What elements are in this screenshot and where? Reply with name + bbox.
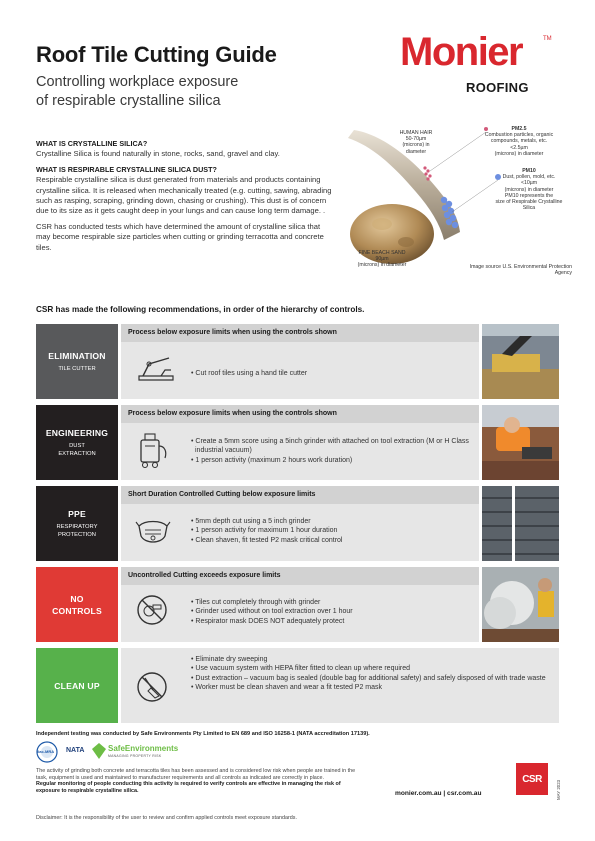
- page-subtitle: [36, 73, 296, 111]
- label-clean-up: CLEAN UP: [36, 648, 118, 723]
- label-engineering: ENGINEERING DUST EXTRACTION: [36, 405, 118, 480]
- logo-trademark: TM: [543, 36, 552, 42]
- respirator-mask-icon: [135, 514, 171, 553]
- label-ppe: PPE RESPIRATORY PROTECTION: [36, 486, 118, 561]
- hair-label: HUMAN HAIR 50-70µm (microns) in diameter: [399, 130, 433, 155]
- bullet: • 5mm depth cut using a 5 inch grinder: [191, 517, 342, 526]
- bullet: • Eliminate dry sweeping: [191, 655, 551, 664]
- bullet: • Use vacuum system with HEPA filter fitted to clean up where required: [191, 664, 551, 673]
- sand-label: FINE BEACH SAND 90µm (microns) in diameter: [357, 250, 407, 269]
- monier-logo: Monier: [400, 30, 523, 74]
- no-controls-bullets: [191, 598, 353, 626]
- control-row-clean-up: [36, 648, 559, 723]
- pm10-label: PM10 Dust, pollen, mold, etc. <10µm (microns) in diameter PM10 represents the size of Respirable Crystalline Silica: [495, 168, 563, 212]
- fine-print-1: The activity of grinding both concrete and terracotta tiles has been assessed and is considered low risk when people are trained in the task, equipment is used and maintained to manufacturer requirements and all controls as indicated are correctly in place.: [36, 768, 356, 781]
- no-sweeping-icon: [135, 670, 169, 709]
- engineering-bullets: [191, 437, 471, 465]
- csr-tests-paragraph: CSR has conducted tests which have determined the amount of crystalline silica that may become respirable size particles when cutting or grinding terracotta and concrete tiles.: [36, 221, 324, 252]
- logo-roofing: ROOFING: [466, 80, 529, 95]
- bullet: • 1 person activity (maximum 2 hours work duration): [191, 456, 471, 465]
- bullet: • Respirator mask DOES NOT adequately protect: [191, 617, 353, 626]
- label-elimination: ELIMINATION TILE CUTTER: [36, 324, 118, 399]
- safe-environments-logo: SafeEnvironments MANAGING PROPERTY RISK: [92, 741, 184, 765]
- content-ppe: [121, 486, 479, 561]
- answer-crystalline-silica: Crystalline Silica is found naturally in stone, rocks, sand, gravel and clay.: [36, 149, 280, 159]
- photo-roof-tiles: [482, 486, 559, 561]
- clean-up-bullets: [191, 655, 551, 693]
- bullet: • Clean shaven, fit tested P2 mask critical control: [191, 536, 342, 545]
- vacuum-icon: [135, 432, 169, 475]
- testing-statement: Independent testing was conducted by Safe Environments Pty Limited to EN 689 and ISO 16258-1 (NATA accreditation 17139).: [36, 731, 370, 737]
- control-row-engineering: [36, 405, 559, 480]
- fine-print: [36, 768, 366, 794]
- page-title: Roof Tile Cutting Guide: [36, 42, 277, 67]
- content-engineering: [121, 405, 479, 480]
- fine-print-2: Regular monitoring of people conducting this activity is required to verify controls are effective in managing the risk of exposure to respirable crystalline silica.: [36, 781, 341, 794]
- bullet: • Cut roof tiles using a hand tile cutter: [191, 369, 307, 378]
- intro-section: [36, 139, 336, 258]
- bullet: • Create a 5mm score using a 5inch grinder with attached on tool extraction (M or H Class industrial vacuum): [191, 437, 471, 456]
- content-head: Short Duration Controlled Cutting below exposure limits: [121, 486, 479, 504]
- content-head: Uncontrolled Cutting exceeds exposure limits: [121, 567, 479, 585]
- tile-cutter-icon: [135, 354, 177, 389]
- ppe-bullets: [191, 517, 342, 545]
- image-source: Image source U.S. Environmental Protection Agency: [469, 264, 572, 277]
- bullet: • Tiles cut completely through with grinder: [191, 598, 353, 607]
- photo-hand-tile-cutter: [482, 324, 559, 399]
- photo-dust-cloud: [482, 567, 559, 642]
- no-grinder-icon: [135, 593, 169, 632]
- question-crystalline-silica: WHAT IS CRYSTALLINE SILICA?: [36, 139, 148, 148]
- particle-size-illustration: [340, 116, 572, 276]
- control-row-elimination: [36, 324, 559, 399]
- pm25-label: PM2.5 Combustion particles, organic compounds, metals, etc. <2.5µm (microns) in diameter: [484, 126, 554, 157]
- bullet: • Worker must be clean shaven and wear a fit tested P2 mask: [191, 683, 551, 692]
- content-head: Process below exposure limits when using the controls shown: [121, 324, 479, 342]
- content-no-controls: [121, 567, 479, 642]
- elimination-bullets: [191, 369, 307, 378]
- websites-link[interactable]: monier.com.au | csr.com.au: [395, 790, 482, 797]
- subtitle-line-2: of respirable crystalline silica: [36, 93, 221, 109]
- answer-respirable-dust: Respirable crystalline silica is dust generated from materials and products containing crystalline silica. It is released when mechanically treated (e.g. cutting, sawing, abrading such as rasping, scraping, grinding down, chasing or crushing). This dust is of concern due to its size as it gets caught deep in your lungs and can cause long term damage. .: [36, 175, 332, 216]
- content-head: Process below exposure limits when using the controls shown: [121, 405, 479, 423]
- content-elimination: [121, 324, 479, 399]
- content-clean-up: [121, 648, 559, 723]
- bullet: • 1 person activity for maximum 1 hour duration: [191, 526, 342, 535]
- recommendations-heading: CSR has made the following recommendations, in order of the hierarchy of controls.: [36, 305, 365, 314]
- ilac-logo: ilac-MRA: [36, 741, 58, 765]
- bullet: • Dust extraction – vacuum bag is sealed (double bag for additional safety) and safely disposed of with trade waste: [191, 674, 551, 683]
- subtitle-line-1: Controlling workplace exposure: [36, 74, 239, 90]
- bullet: • Grinder used without on tool extraction over 1 hour: [191, 607, 353, 616]
- control-row-no-controls: [36, 567, 559, 642]
- question-respirable-dust: WHAT IS RESPIRABLE CRYSTALLINE SILICA DUST?: [36, 164, 217, 174]
- label-no-controls: NO CONTROLS: [36, 567, 118, 642]
- control-row-ppe: [36, 486, 559, 561]
- photo-grinder-extraction: [482, 405, 559, 480]
- nata-logo: NATA: [66, 747, 85, 754]
- disclaimer: Disclaimer: It is the responsibility of the user to review and confirm applied controls meet exposure standards.: [36, 815, 297, 821]
- publication-date: MAY 2023: [556, 779, 561, 800]
- csr-logo: CSR: [516, 763, 548, 795]
